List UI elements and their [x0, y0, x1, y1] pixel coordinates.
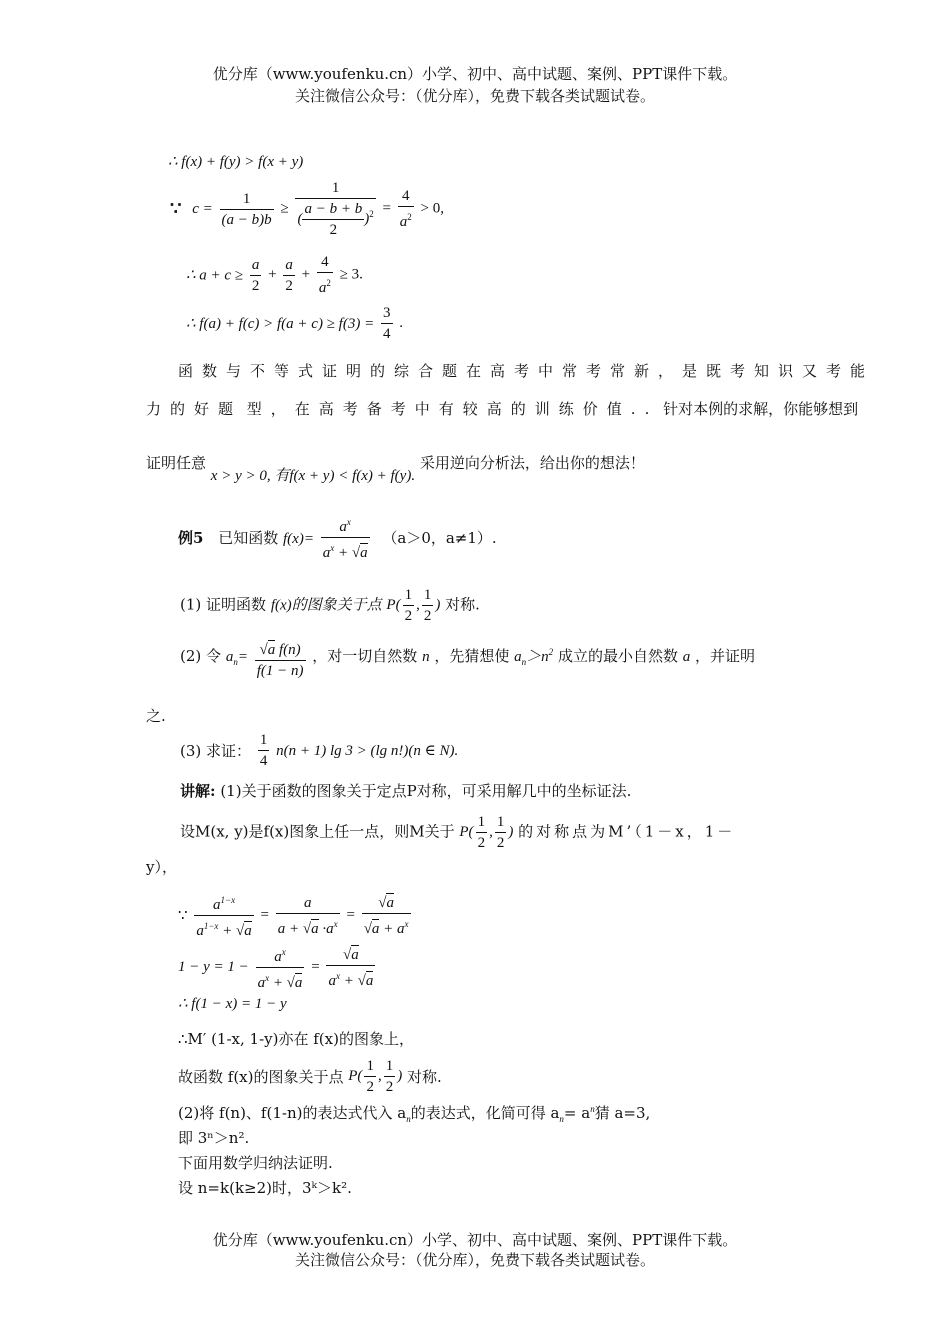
- question-3-a: (3) 求证：: [180, 742, 252, 760]
- solution-s2-b: 的对称点为M’（1－x，1－: [518, 822, 736, 841]
- question-1-b: f(x)的图象关于点: [270, 597, 382, 614]
- fraction-4-over-a2: $\frac{4}{a^2}$: [399, 188, 412, 230]
- proof-line-2: [170, 178, 444, 248]
- question-1-c: 对称.: [445, 595, 480, 614]
- proof-line-1: ∴ f(x) + f(y) > f(x + y): [168, 154, 304, 170]
- question-2-a-var: a: [682, 649, 691, 665]
- eq-symbol: =: [382, 200, 391, 217]
- example-5-statement: [178, 512, 497, 563]
- footer-line-2: 关注微信公众号：（优分库），免费下载各类试题试卷。: [294, 1251, 655, 1269]
- question-1-a: (1) 证明函数: [180, 595, 267, 614]
- solution-s2-a: 设M(x, y)是f(x)图象上任一点，则M关于: [180, 822, 455, 841]
- fraction-1-over-ab: $\frac{1}{(a - b)b}$: [221, 190, 272, 228]
- question-2-n: n: [422, 649, 430, 665]
- header-line-1: 优分库（www.youfenku.cn）小学、初中、高中试题、案例、PPT课件下载。: [212, 65, 738, 83]
- part-2-line-1: (2)将 f(n)、f(1-n)的表达式代入 $a_n$的表达式，化简可得 $a_n= a^n$猜 a=3,: [178, 1104, 651, 1124]
- gt-zero: > 0,: [420, 200, 444, 217]
- question-1: (1) 证明函数 f(x)的图象关于点 P( $\frac{1}{2}$ , $\frac{1}{2}$ ) 对称.: [180, 587, 480, 624]
- part-2-line-3: 下面用数学归纳法证明.: [178, 1154, 333, 1172]
- question-2-e: ，并证明: [695, 647, 756, 665]
- fraction-am-gm: 1 ( $\frac{a - b + b}{2}$ )$^2$: [297, 180, 374, 238]
- proof-line-4-lead: ∴ f(a) + f(c) > f(a + c) ≥ f(3) =: [186, 316, 375, 332]
- fraction-an-definition: $\frac{\text{√a f(n)}}{f(1 - n)}$: [256, 642, 304, 679]
- because-symbol-2: ∵: [178, 908, 188, 924]
- part-2-d: 猜 a=3,: [594, 1104, 651, 1122]
- question-2-c: ，先猜想使: [434, 647, 510, 665]
- fraction-4-over-a2-b: $\frac{4}{a^2}$: [318, 254, 331, 296]
- question-2: (2) 令 $a_n=$ $\frac{\text{√a f(n)}}{f(1 - n)}$ ，对一切自然数 n ，先猜想使 $a_n>n^2$ 成立的最小自然数 a ，并证明: [180, 642, 756, 679]
- fraction-fx-definition: $\frac{a^x}{a^x + √a}$: [321, 512, 370, 563]
- equation-1: ∵ $\frac{a^{1-x}}{a^{1-x} + √a}$ = $\frac{a}{a + √a \cdot a^x}$ = $\frac{√a}{√a + a^x}$: [178, 890, 413, 941]
- equation-3: ∴ f(1 − x) = 1 − y: [178, 996, 287, 1012]
- proof-line-3: ∴ a + c ≥ $\frac{a}{2}$ + $\frac{a}{2}$ + $\frac{4}{a^2}$ ≥ 3.: [186, 254, 363, 296]
- solution-label: 讲解:: [180, 782, 216, 800]
- part-2-b: 的表达式，化简可得 a: [410, 1104, 560, 1122]
- because-symbol: ∵: [170, 198, 182, 219]
- solution-step-2: 设M(x, y)是f(x)图象上任一点，则M关于 P( $\frac{1}{2}$ , $\frac{1}{2}$ ) 的对称点为M’（1－x，1－: [180, 814, 736, 851]
- commentary-line-2-b: 型，在高考备考中有较高的训练价值..: [246, 400, 659, 418]
- fraction-a-over-2-b: $\frac{a}{2}$: [285, 256, 293, 294]
- part-2-a: (2)将 f(n)、f(1-n)的表达式代入 a: [178, 1104, 407, 1122]
- commentary-line-2-a: 力的好题: [146, 400, 243, 418]
- commentary-line-2-c: 针对本例的求解，你能够想到: [663, 400, 859, 418]
- proof-line-4: [186, 303, 403, 344]
- equation-2: 1 − y = 1 − $\frac{a^x}{a^x + √a}$ = $\frac{√a}{a^x + √a}$: [178, 942, 377, 993]
- question-2-d: 成立的最小自然数: [557, 647, 678, 665]
- commentary-line-3: [146, 452, 645, 484]
- solution-s1: (1)关于函数的图象关于定点P对称，可采用解几中的坐标证法.: [220, 782, 632, 800]
- conclusion-2: 故函数 f(x)的图象关于点 P( $\frac{1}{2}$ , $\frac{1}{2}$ ) 对称.: [178, 1058, 442, 1095]
- fraction-a-over-2: $\frac{a}{2}$: [251, 256, 260, 294]
- solution-s2-c: y），: [146, 858, 177, 876]
- question-3: (3) 求证： $\frac{1}{4}$ n(n + 1) lg 3 > (lg n!)(n ∈ N).: [180, 732, 459, 769]
- commentary-line-3-a: 证明任意: [146, 454, 207, 472]
- part-2-line-2: 即 3ⁿ＞n².: [178, 1129, 250, 1147]
- c-equals: c =: [192, 200, 213, 217]
- commentary-line-2: [146, 398, 858, 419]
- example-label: 例5: [178, 529, 204, 547]
- equation-2-lead: 1 − y = 1 −: [178, 959, 249, 975]
- example-condition: （a＞0，a≠1）.: [382, 529, 497, 547]
- question-2-a: (2) 令: [180, 647, 222, 665]
- fraction-3-over-4: $\frac{3}{4}$: [383, 305, 391, 342]
- solution-step-1: [180, 780, 631, 801]
- header-line-2: 关注微信公众号：（优分库），免费下载各类试题试卷。: [294, 87, 655, 105]
- example-intro: 已知函数: [218, 529, 279, 547]
- proof-line-3-tail: ≥ 3.: [339, 266, 363, 283]
- commentary-line-1: 函数与不等式证明的综合题在高考中常考常新，是既考知识又考能: [178, 362, 875, 380]
- conclusion-2-b: 对称.: [406, 1068, 442, 1086]
- ge-symbol: ≥: [280, 200, 289, 217]
- example-fx: f(x)=: [283, 531, 314, 547]
- conclusion-1: ∴M′ (1-x, 1-y)亦在 f(x)的图象上，: [178, 1030, 414, 1048]
- question-2-b: ，对一切自然数: [312, 647, 418, 665]
- conclusion-2-a: 故函数 f(x)的图象关于点: [178, 1068, 344, 1086]
- question-2-end: 之.: [146, 707, 166, 725]
- proof-line-3-lead: ∴ a + c ≥: [186, 267, 244, 284]
- commentary-line-3-b: 采用逆向分析法，给出你的想法！: [419, 454, 645, 472]
- question-3-math: n(n + 1) lg 3 > (lg n!)(n ∈ N).: [276, 743, 459, 759]
- proof-line-4-tail: .: [399, 315, 404, 331]
- part-2-c: = a: [563, 1104, 591, 1122]
- footer-line-1: 优分库（www.youfenku.cn）小学、初中、高中试题、案例、PPT课件下载。: [212, 1231, 738, 1249]
- commentary-line-3-math: x > y > 0, 有f(x + y) < f(x) + f(y).: [210, 468, 416, 484]
- part-2-line-4: 设 n=k(k≥2)时，3ᵏ＞k².: [178, 1179, 352, 1197]
